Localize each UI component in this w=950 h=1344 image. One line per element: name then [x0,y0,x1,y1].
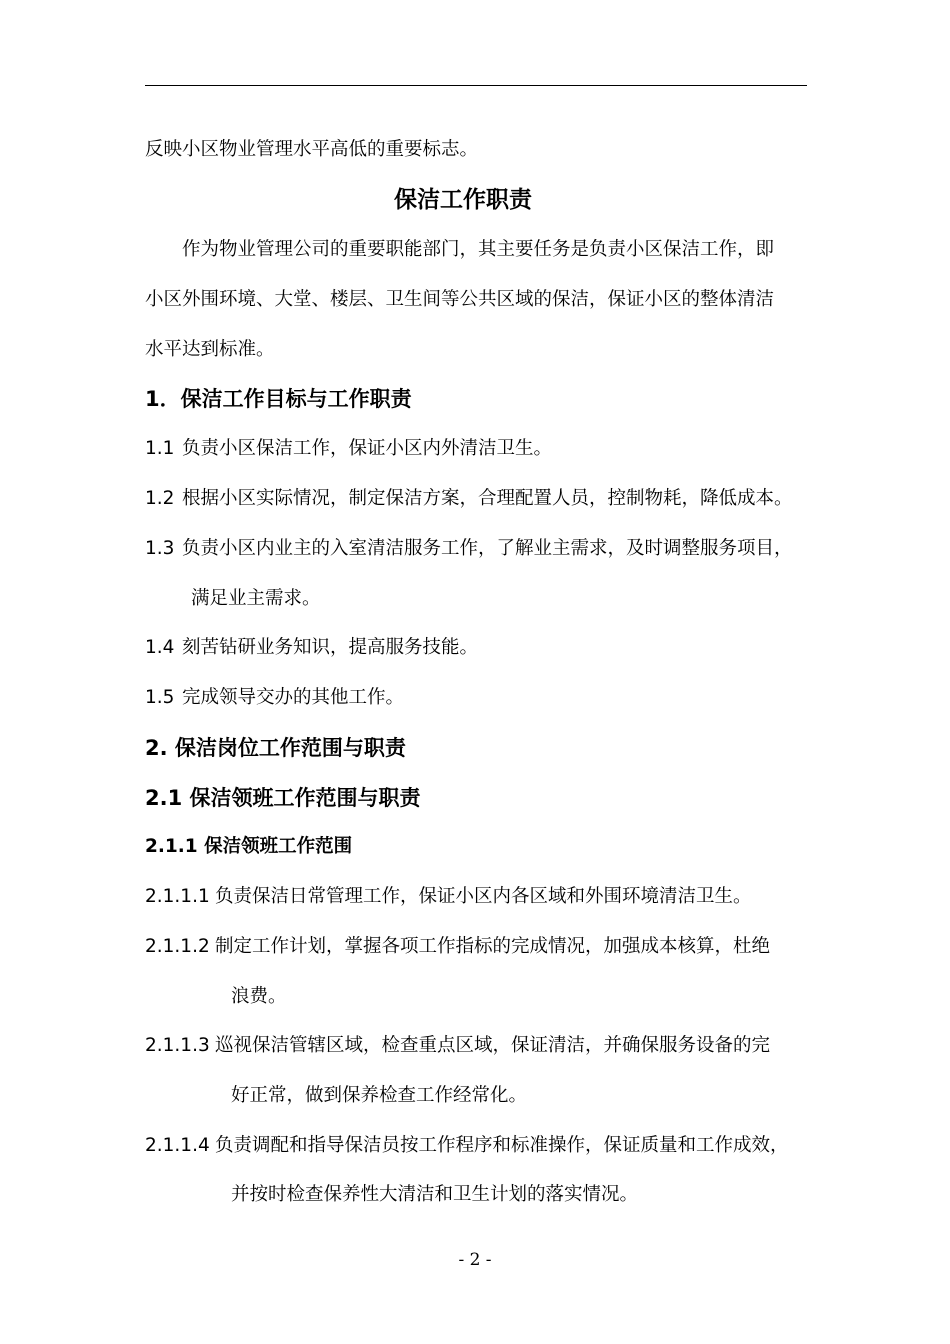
list-item [145,639,478,658]
list-item-continuation: 好正常，做到保养检查工作经常化。 [231,1085,528,1106]
item-text: 完成领导交办的其他工作。 [182,687,405,708]
intro-paragraph-line-1: 作为物业管理公司的重要职能部门，其主要任务是负责小区保洁工作，即 [182,239,775,260]
header-rule [145,85,807,86]
item-text: 负责保洁日常管理工作，保证小区内各区域和外围环境清洁卫生。 [215,886,752,907]
item-number: 2.1.1.3 [145,1035,210,1056]
item-number: 2.1.1.1 [145,886,210,907]
item-number: 2.1.1.4 [145,1135,210,1156]
list-item [145,1137,789,1156]
item-number: 1.5 [145,687,175,708]
item-number: 1.2 [145,488,175,509]
list-item [145,490,793,509]
list-item-continuation: 满足业主需求。 [191,588,321,609]
list-item [145,440,552,459]
item-text: 负责小区保洁工作，保证小区内外清洁卫生。 [182,438,553,459]
heading-1: 1．保洁工作目标与工作职责 [145,387,412,411]
heading-2: 2. 保洁岗位工作范围与职责 [145,736,406,760]
item-text: 根据小区实际情况，制定保洁方案，合理配置人员，控制物耗，降低成本。 [182,488,793,509]
item-text: 巡视保洁管辖区域，检查重点区域，保证清洁，并确保服务设备的完 [215,1035,771,1056]
intro-paragraph-line-3: 水平达到标准。 [145,339,275,360]
list-item [145,888,752,907]
item-number: 1.1 [145,438,175,459]
item-text: 负责调配和指导保洁员按工作程序和标准操作，保证质量和工作成效， [215,1135,789,1156]
page-number: - 2 - [458,1250,492,1270]
list-item [145,1037,770,1056]
list-item-continuation: 并按时检查保养性大清洁和卫生计划的落实情况。 [231,1184,639,1205]
list-item [145,938,770,957]
heading-2-1-1: 2.1.1 保洁领班工作范围 [145,836,353,857]
list-item-continuation: 浪费。 [231,986,287,1007]
item-text: 制定工作计划，掌握各项工作指标的完成情况，加强成本核算，杜绝 [215,936,771,957]
item-number: 2.1.1.2 [145,936,210,957]
list-item [145,689,404,708]
intro-tail-text: 反映小区物业管理水平高低的重要标志。 [145,139,479,160]
item-text: 负责小区内业主的入室清洁服务工作，了解业主需求，及时调整服务项目， [182,538,793,559]
section-title: 保洁工作职责 [394,187,532,213]
heading-2-1: 2.1 保洁领班工作范围与职责 [145,786,421,810]
item-number: 1.4 [145,637,175,658]
intro-paragraph-line-2: 小区外围环境、大堂、楼层、卫生间等公共区域的保洁，保证小区的整体清洁 [145,289,775,310]
item-text: 刻苦钻研业务知识，提高服务技能。 [182,637,479,658]
item-number: 1.3 [145,538,175,559]
list-item [145,540,793,559]
